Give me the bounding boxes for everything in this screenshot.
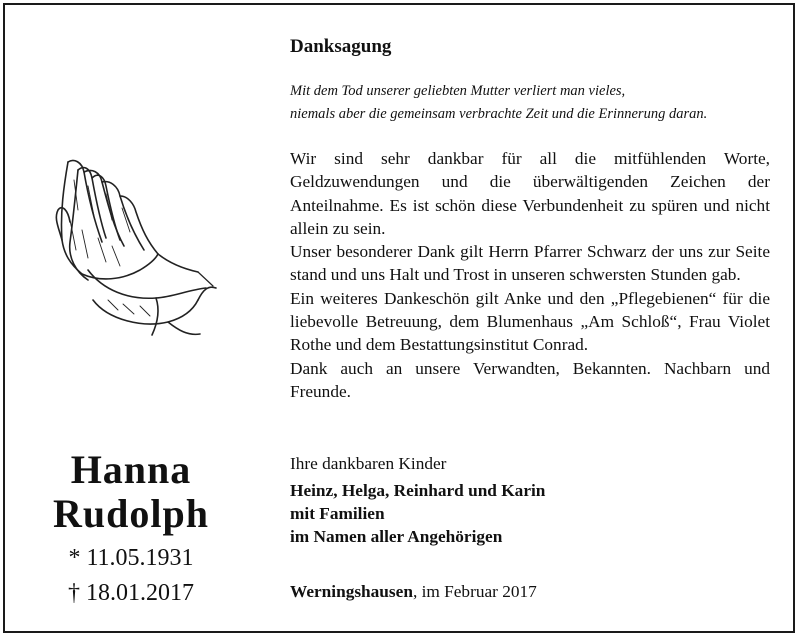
deceased-first-name: Hanna <box>70 447 192 492</box>
paragraph: Unser besonderer Dank gilt Herrn Pfarrer Schwarz der uns zur Seite stand und uns Halt und Trost in unseren schwersten Stunden gab. <box>290 242 770 285</box>
paragraph: Dank auch an unsere Verwandten, Bekannten. Nachbarn und Freunde. <box>290 358 770 401</box>
closing-line: Ihre dankbaren Kinder <box>290 454 447 473</box>
praying-hands-icon <box>48 150 218 350</box>
quote <box>290 80 780 126</box>
signer-line: im Namen aller Angehörigen <box>290 527 503 546</box>
notice-heading: Danksagung <box>290 36 392 57</box>
deceased-last-name: Rudolph <box>53 491 209 536</box>
death-date: † 18.01.2017 <box>68 580 194 606</box>
place-date-line <box>290 580 537 603</box>
quote-line: niemals aber die gemeinsam verbrachte Zeit und die Erinnerung daran. <box>290 106 708 122</box>
paragraph: Wir sind sehr dankbar für all die mitfühlenden Worte, Geldzuwendungen und die überwältigenden Zeichen der Anteilnahme. Es ist schön diese Verbundenheit zu spüren und nicht allein zu sein. <box>290 149 770 238</box>
signer-line: Heinz, Helga, Reinhard und Karin <box>290 481 546 500</box>
date-text: , im Februar 2017 <box>412 582 537 601</box>
paragraph: Ein weiteres Dankeschön gilt Anke und den „Pflegebienen“ für die liebevolle Betreuung, dem Blumenhaus „Am Schloß“, Frau Violet Rothe und dem Bestattungsinstitut Conrad. <box>290 288 770 355</box>
signer-line: mit Familien <box>290 504 385 523</box>
place-name: Werningshausen <box>290 582 413 601</box>
quote-line: Mit dem Tod unserer geliebten Mutter verliert man vieles, <box>290 83 626 99</box>
birth-date: * 11.05.1931 <box>68 545 194 571</box>
signers <box>290 479 545 548</box>
thanks-text <box>290 147 770 403</box>
